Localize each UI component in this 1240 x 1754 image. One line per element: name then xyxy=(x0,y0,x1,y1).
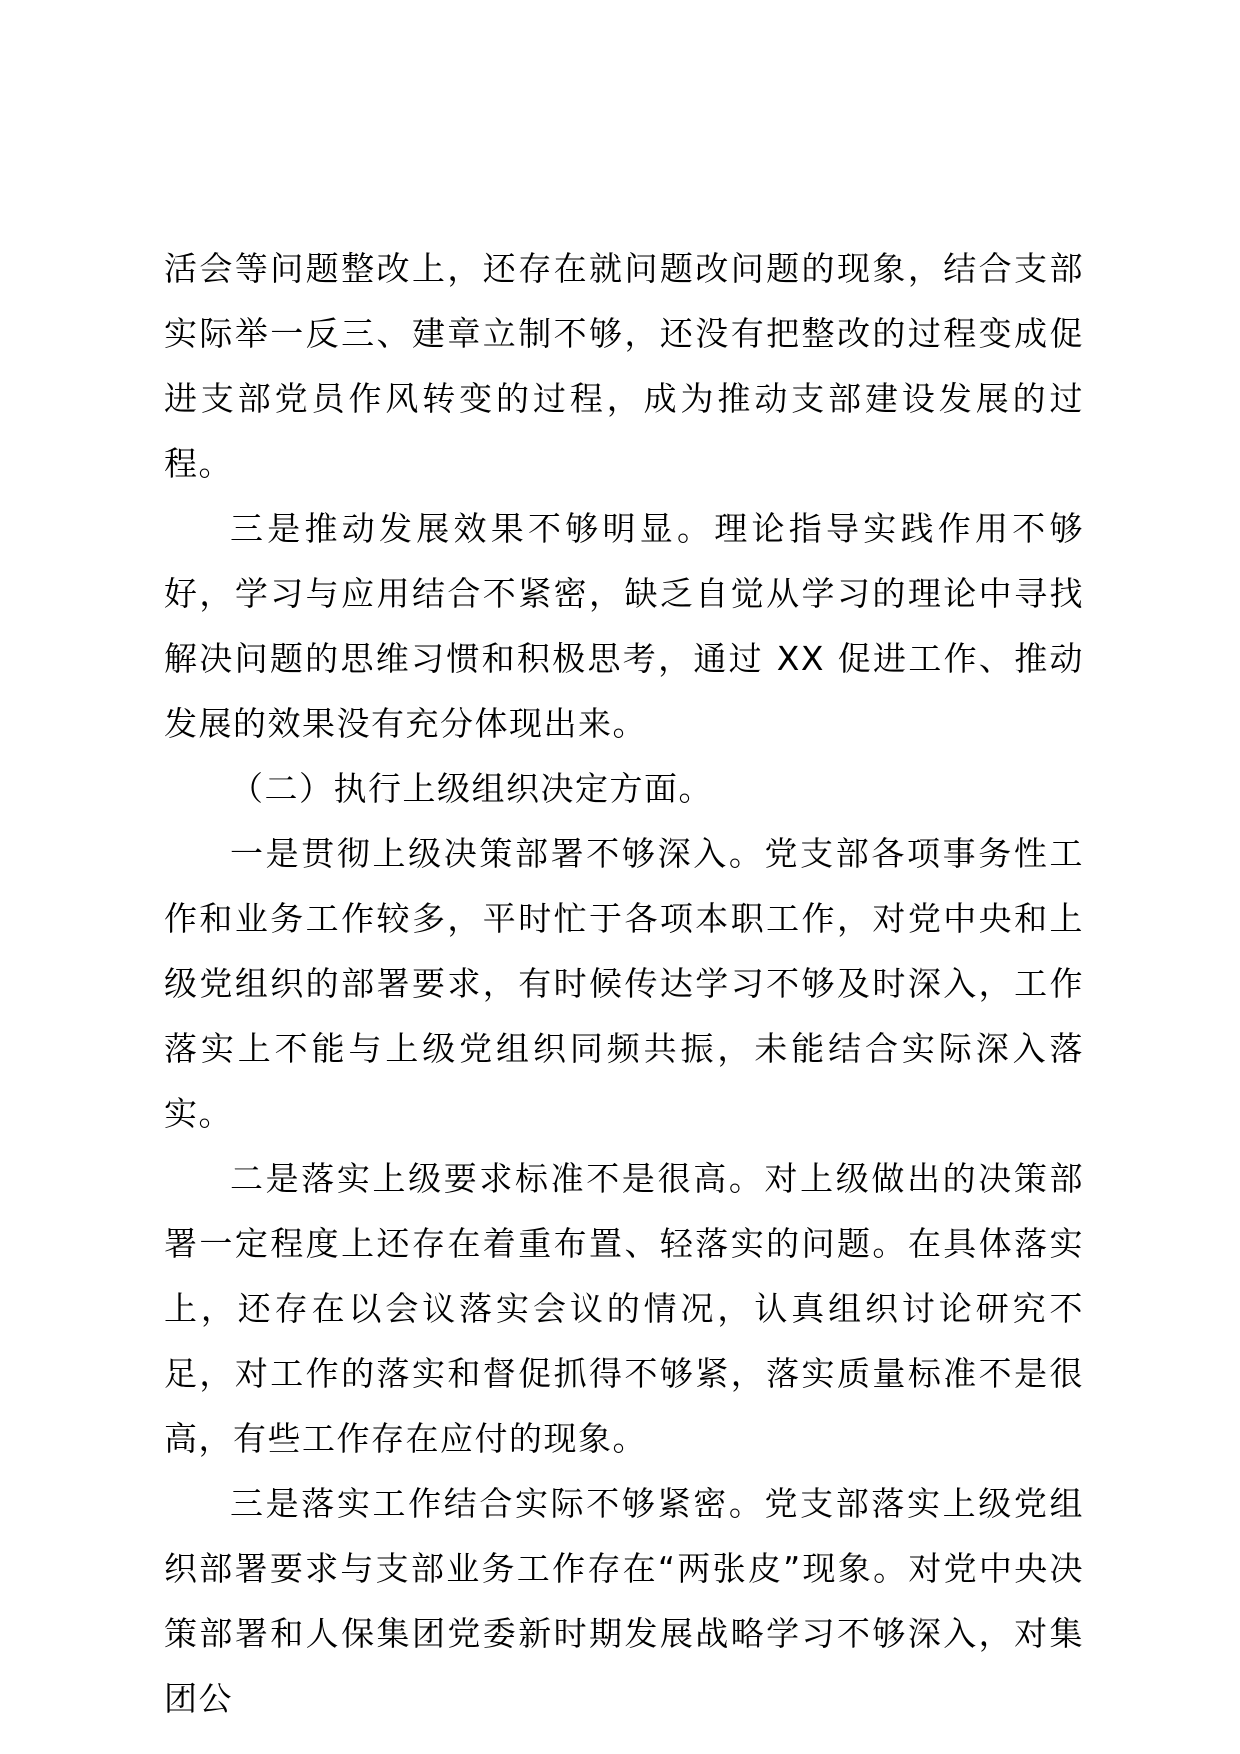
paragraph-development-effect: 三是推动发展效果不够明显。理论指导实践作用不够好，学习与应用结合不紧密，缺乏自觉从学习的理论中寻找解决问题的思维习惯和积极思考，通过 XX 促进工作、推动发展的效果没有充分体现出来。 xyxy=(164,509,1084,743)
paragraph-implementation-standard: 二是落实上级要求标准不是很高。对上级做出的决策部署一定程度上还存在着重布置、轻落实的问题。在具体落实上，还存在以会议落实会议的情况，认真组织讨论研究不足，对工作的落实和督促抓得不够紧，落实质量标准不是很高，有些工作存在应付的现象。 xyxy=(164,1159,1084,1458)
paragraph-continuation: 活会等问题整改上，还存在就问题改问题的现象，结合支部实际举一反三、建章立制不够，还没有把整改的过程变成促进支部党员作风转变的过程，成为推动支部建设发展的过程。 xyxy=(164,249,1084,483)
section-heading-execution: （二）执行上级组织决定方面。 xyxy=(230,769,713,808)
paragraph-implementation-depth: 一是贯彻上级决策部署不够深入。党支部各项事务性工作和业务工作较多，平时忙于各项本职工作，对党中央和上级党组织的部署要求，有时候传达学习不够及时深入，工作落实上不能与上级党组织同频共振，未能结合实际深入落实。 xyxy=(164,834,1084,1133)
paragraph-practical-integration: 三是落实工作结合实际不够紧密。党支部落实上级党组织部署要求与支部业务工作存在“两张皮”现象。对党中央决策部署和人保集团党委新时期发展战略学习不够深入，对集团公 xyxy=(164,1484,1084,1718)
document-body xyxy=(164,236,1084,1731)
